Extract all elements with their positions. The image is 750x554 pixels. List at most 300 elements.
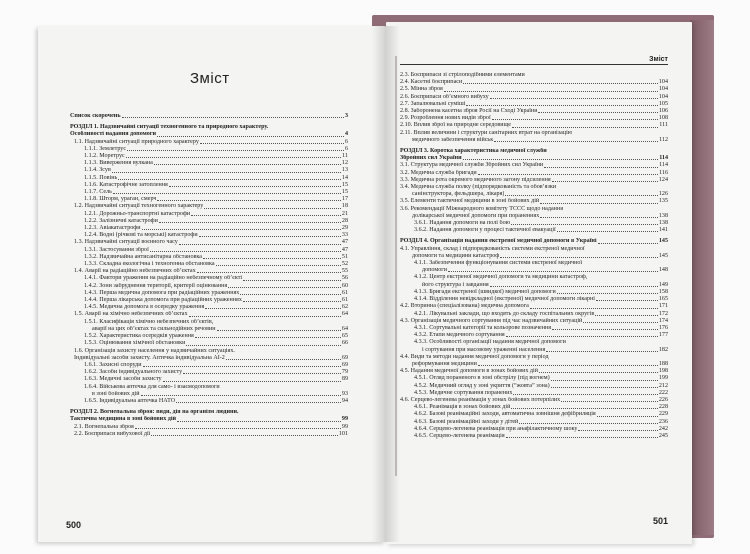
toc-page-number: 61: [341, 297, 348, 304]
toc-dot-leader: [597, 416, 658, 417]
toc-dot-leader: [189, 316, 341, 317]
toc-dot-leader: [512, 127, 658, 128]
toc-entry-title: 4.5.1. Огляд пораненого в зоні обстрілу (під вогнем): [414, 375, 550, 382]
toc-dot-leader: [557, 231, 658, 232]
toc-entry: [70, 326, 348, 333]
toc-entry-title: 1.2.1. Дорожньо-транспортні катастрофи: [84, 210, 191, 217]
toc-entry: [70, 211, 348, 218]
toc-dot-leader: [539, 372, 658, 373]
toc-entry: [70, 297, 348, 304]
toc-entry: [70, 146, 348, 153]
toc-entry: [70, 232, 348, 239]
toc-entry: [70, 182, 348, 189]
toc-entry: [400, 198, 668, 205]
toc-page-number: 104: [658, 86, 668, 93]
toc-entry: [400, 354, 668, 361]
toc-entry-title: 4.5. Надання медичної допомоги в зонах бойових дій: [400, 368, 538, 375]
toc-dot-leader: [243, 280, 341, 281]
toc-entry-title: 1.1.6. Катастрофічне затоплення: [84, 181, 168, 188]
toc-page-number: 149: [658, 281, 668, 288]
toc-dot-leader: [490, 286, 658, 287]
toc-entry: [70, 369, 348, 376]
toc-entry-title: 3.3. Медична рота окремого медичного загону підсилення: [400, 176, 551, 183]
toc-entry: [70, 362, 348, 369]
toc-page-number: 135: [658, 198, 668, 205]
toc-entry: [400, 311, 668, 318]
toc-dot-leader: [154, 164, 341, 165]
toc-page-number: 222: [658, 389, 668, 396]
toc-entry: [70, 431, 348, 438]
toc-dot-leader: [157, 136, 344, 137]
toc-entry: [70, 153, 348, 160]
toc-entry: [400, 206, 668, 213]
toc-entry: [400, 177, 668, 184]
toc-page-number: 51: [341, 253, 348, 260]
toc-entry: [400, 213, 668, 220]
toc-page-number: 62: [341, 304, 348, 311]
toc-entry: [70, 304, 348, 311]
toc-entry: [70, 319, 348, 326]
toc-dot-leader: [204, 208, 341, 209]
toc-entry-title: 1.2.2. Залізничні катастрофи: [84, 217, 158, 224]
toc-entry: [400, 137, 668, 144]
toc-page-number: 228: [658, 404, 668, 411]
toc-entry-title: РОЗДІЛ 1. Надзвичайні ситуації техногенного та природного характеру.: [70, 124, 269, 131]
toc-page-number: 165: [658, 296, 668, 303]
toc-dot-leader: [200, 143, 344, 144]
toc-entry: [400, 227, 668, 234]
toc-entry: [400, 108, 668, 115]
toc-entry: [400, 325, 668, 332]
toc-dot-leader: [463, 83, 658, 84]
toc-dot-leader: [163, 381, 341, 382]
toc-page-number: 47: [341, 239, 348, 246]
toc-entry: [400, 303, 668, 310]
toc-page-number: 174: [658, 317, 668, 324]
toc-dot-leader: [142, 229, 341, 230]
toc-dot-leader: [205, 308, 341, 309]
toc-page-number: 236: [658, 418, 668, 425]
toc-entry-title: 2.9. Розроблення нових видів зброї: [400, 115, 491, 122]
toc-dot-leader: [538, 112, 657, 113]
toc-entry: [400, 220, 668, 227]
toc-entry: [400, 419, 668, 426]
toc-entry-title: 1.3.1. Застосування зброї: [84, 246, 149, 253]
toc-entry: [400, 347, 668, 354]
toc-entry-title: 4.1.1. Забезпечення функціонування системи екстреної медичної: [414, 260, 583, 267]
page-number-right: 501: [653, 516, 669, 526]
toc-entry: [70, 175, 348, 182]
toc-page-number: 188: [658, 360, 668, 367]
running-head: Зміст: [400, 56, 668, 65]
toc-dot-leader: [546, 351, 657, 352]
toc-page-number: 79: [341, 369, 348, 376]
toc-entry-title: 1.3. Надзвичайні ситуації воєнного часу: [74, 239, 178, 246]
toc-entry-title: 1.6.2. Засоби індивідуального захисту: [84, 369, 183, 376]
toc-entry-title: 4.4. Види та методи надання медичної допомоги у період: [400, 353, 549, 360]
toc-entry: [400, 296, 668, 303]
toc-dot-leader: [466, 105, 658, 106]
toc-page-number: 145: [658, 252, 668, 259]
toc-dot-leader: [583, 322, 658, 323]
toc-dot-leader: [552, 181, 658, 182]
toc-entry-title: 4.1. Управління, склад і підпорядкованість системи екстреної медичної: [400, 245, 585, 252]
toc-dot-leader: [530, 308, 658, 309]
toc-entry-title: 2.10. Вплив зброї на природне середовище: [400, 122, 511, 129]
toc-entry-title: 4.2.1. Лікувальні заклади, що входять до складу госпітальних округів: [414, 310, 595, 317]
toc-entry-title: 4.3.3. Особливості організації надання медичної допомоги: [414, 339, 566, 346]
toc-page-number: 66: [341, 340, 348, 347]
toc-entry: [70, 275, 348, 282]
toc-entry-title: 1.5. Аварії на хімічно небезпечних об’єктах: [74, 311, 188, 318]
toc-entry: [70, 139, 348, 146]
toc-dot-leader: [240, 294, 341, 295]
toc-entry-title: Список скорочень: [70, 113, 121, 119]
toc-dot-leader: [596, 300, 658, 301]
toc-entry-title: 2.2. Боєприпаси вибухової дії: [74, 430, 151, 437]
toc-entry-title: 2.5. Мінна зброя: [400, 86, 443, 93]
toc-page-number: 65: [341, 333, 348, 340]
toc-entry-title: допомоги: [422, 267, 448, 274]
toc-entry: [400, 339, 668, 346]
toc-entry: [400, 101, 668, 108]
toc-page-number: 13: [341, 167, 348, 174]
toc-entry: [400, 79, 668, 86]
toc-entry-title: 3.6.2. Надання допомоги у процесі тактичної евакуації: [414, 227, 556, 234]
toc-dot-leader: [540, 217, 658, 218]
toc-entry-title: 2.8. Заборонена касетна зброя Росії на Сході України: [400, 108, 538, 115]
toc-entry: [70, 424, 348, 431]
toc-entry-title: 1.2.4. Водні (річкові та морські) катастрофи: [84, 232, 198, 239]
toc-page-number: 18: [341, 203, 348, 210]
toc-entry-title: 1.1.8. Шторм, ураган, смерч: [84, 196, 157, 203]
toc-entry-title: 4.6.1. Реанімація в зонах бойових дій: [414, 404, 511, 411]
toc-page-number: 94: [341, 397, 348, 404]
toc-entry: [70, 355, 348, 362]
toc-page-number: 64: [341, 325, 348, 332]
toc-entry: [70, 311, 348, 318]
toc-dot-leader: [186, 345, 341, 346]
toc-dot-leader: [176, 402, 341, 403]
toc-dot-leader: [226, 359, 341, 360]
toc-page-number: 229: [658, 411, 668, 418]
toc-entry: [400, 267, 668, 274]
toc-entry: [400, 260, 668, 267]
toc-page-number: 126: [658, 191, 668, 198]
toc-dot-leader: [511, 408, 658, 409]
toc-entry: [400, 130, 668, 137]
toc-entry-title: 3.4. Медична служба полку (підпорядкованість та обов’язки: [400, 184, 557, 191]
toc-page-number: 158: [658, 288, 668, 295]
toc-dot-leader: [490, 98, 658, 99]
toc-entry-title: його структура і завдання: [422, 281, 489, 288]
toc-entry: [400, 238, 668, 245]
toc-entry-title: РОЗДІЛ 2. Вогнепальна зброя: види, дія на організм людини.: [70, 409, 239, 416]
toc-entry: [70, 160, 348, 167]
toc-entry: [400, 162, 668, 169]
toc-dot-leader: [544, 167, 658, 168]
toc-page-number: 6: [344, 145, 348, 152]
toc-page-number: 148: [658, 267, 668, 274]
toc-entry-title: РОЗДІЛ 3. Коротка характеристика медичної служби: [400, 148, 547, 155]
toc-entry-title: 4.5.3. Медичне сортування поранених: [414, 389, 513, 396]
toc-entry-title: 4.6. Серцево-легенева реанімація у зонах бойових потерпілих: [400, 396, 561, 403]
toc-entry-title: 3.6. Рекомендації Міжнародного комітету ТССС щодо надання: [400, 205, 564, 212]
toc-entry-title: 4.3.2. Етапи медичного сортування: [414, 332, 505, 339]
toc-page-number: 245: [658, 432, 668, 439]
toc-dot-leader: [513, 394, 657, 395]
toc-page-number: 69: [341, 354, 348, 361]
toc-dot-leader: [506, 437, 658, 438]
toc-entry-title: і сортування при масовому ураженні населення: [422, 346, 546, 353]
toc-page-number: 15: [341, 181, 348, 188]
toc-entry-title: 1.4.4. Перша лікарська допомога при радіаційних ураженнях: [84, 297, 242, 304]
toc-entry: [70, 283, 348, 290]
toc-entry-title: 1.4. Аварії на радіаційно небезпечних об’єктах: [74, 268, 196, 275]
toc-dot-leader: [197, 272, 341, 273]
toc-entry-title: 1.6.1. Захисні споруди: [84, 361, 142, 368]
cover-edge: [690, 20, 714, 535]
toc-dot-leader: [551, 387, 658, 388]
toc-entry-title: 1.6.5. Індивідуальна аптечка НАТО: [84, 397, 176, 404]
toc-page-number: 11: [342, 153, 348, 160]
toc-dot-leader: [552, 329, 658, 330]
toc-entry-title: аварії на цих об’єктах та сильнодійних речовин: [92, 325, 216, 332]
toc-page-number: 242: [658, 425, 668, 432]
toc-dot-leader: [122, 117, 344, 118]
toc-dot-leader: [478, 174, 658, 175]
toc-dot-leader: [179, 244, 341, 245]
toc-dot-leader: [135, 428, 341, 429]
toc-entry: [70, 203, 348, 210]
toc-page-number: 212: [658, 382, 668, 389]
toc-page-number: 116: [659, 169, 668, 176]
toc-entry-title: 1.5.3. Оцінювання хімічної обстановки: [84, 340, 186, 347]
toc-entry: [70, 167, 348, 174]
toc-entry-title: допомоги та медицини катастроф: [412, 252, 500, 259]
toc-entry: [400, 368, 668, 375]
toc-entry-title: 2.4. Касетні боєприпаси: [400, 79, 463, 86]
toc-dot-leader: [557, 293, 658, 294]
toc-page-number: 56: [341, 275, 348, 282]
toc-entry-title: реформування медицини: [412, 360, 477, 367]
toc-entry-title: медичного забезпечення військ: [412, 136, 494, 143]
toc-page-number: 199: [658, 375, 668, 382]
toc-page-number: 17: [341, 196, 348, 203]
toc-entry: [70, 376, 348, 383]
page-edge-stripe: [395, 56, 397, 476]
toc-entry-title: 1.1.4. Зсув: [84, 167, 111, 174]
toc-entry-title: 4.1.2. Центр екстреної медичної допомоги та медицини катастроф,: [414, 274, 588, 281]
toc-entry: [400, 411, 668, 418]
toc-entry: [70, 113, 348, 120]
toc-dot-leader: [511, 224, 658, 225]
toc-entry: [70, 247, 348, 254]
toc-entry-title: РОЗДІЛ 4. Організація надання екстреної медичної допомоги в Україні: [400, 238, 597, 245]
toc-entry: [400, 253, 668, 260]
toc-entry-title: 4.5.2. Медичний огляд у зоні укриття (“жовта” зона): [414, 382, 550, 389]
toc-page-number: 99: [341, 416, 348, 423]
toc-entry: [70, 225, 348, 232]
toc-entry: [400, 404, 668, 411]
toc-page-number: 93: [341, 390, 348, 397]
toc-dot-leader: [492, 119, 658, 120]
toc-page-number: 112: [659, 136, 668, 143]
toc-entry-title: 1.4.1. Фактори ураження на радіаційно небезпечному об’єкті: [84, 275, 243, 282]
toc-entry: [400, 94, 668, 101]
toc-page-number: 15: [341, 189, 348, 196]
toc-entry-title: 1.5.2. Характеристика осередків ураження: [84, 333, 194, 340]
toc-entry-title: 4.3.1. Сортувальні категорії та кольорове позначення: [414, 324, 552, 331]
toc-page-number: 4: [344, 131, 348, 138]
toc-page-number: 105: [658, 100, 668, 107]
toc-entry-title: 1.3.2. Надзвичайна антисанітарна обстановка: [84, 253, 202, 260]
toc-dot-leader: [177, 421, 341, 422]
toc-entry: [400, 184, 668, 191]
toc-entry: [400, 148, 668, 155]
toc-entry-title: 3.6.1. Надання допомоги на полі бою: [414, 220, 511, 227]
toc-page-number: 61: [341, 289, 348, 296]
toc-page-number: 28: [341, 217, 348, 224]
toc-dot-leader: [143, 366, 341, 367]
toc-entry-title: 4.6.2. Базові реанімаційні заходи, автоматична зовнішня дефібриляція: [414, 411, 596, 418]
toc-entry-title: 1.4.5. Медична допомога в осередку ураження: [84, 304, 205, 311]
toc-page-number: 47: [341, 246, 348, 253]
toc-page-number: 176: [658, 324, 668, 331]
toc-entry-title: в зоні бойових дій: [92, 390, 140, 397]
toc-dot-leader: [118, 179, 341, 180]
toc-dot-leader: [578, 430, 657, 431]
toc-dot-leader: [141, 395, 341, 396]
toc-entry: [400, 246, 668, 253]
toc-dot-leader: [150, 251, 341, 252]
toc-entry-title: 2.3. Боєприпаси зі стрілоподібними елементами: [400, 72, 525, 78]
toc-page-number: 52: [341, 261, 348, 268]
toc-entry: [70, 333, 348, 340]
toc-entry: [70, 391, 348, 398]
toc-dot-leader: [243, 301, 341, 302]
toc-entry-title: 4.1.3. Бригади екстреної (швидкої) медичної допомоги: [414, 288, 556, 295]
toc-dot-leader: [500, 257, 658, 258]
toc-entry: [400, 361, 668, 368]
toc-page-number: 29: [341, 225, 348, 232]
toc-dot-leader: [595, 315, 658, 316]
toc-entry-title: санінструктора, фельдшера, лікаря): [412, 191, 505, 198]
toc-page-number: 177: [658, 332, 668, 339]
toc-entry-title: 4.6.5. Серцево-легенева реанімація: [414, 432, 505, 439]
toc-entry-title: Тактична медицина в зоні бойових дій: [70, 416, 177, 423]
toc-entry-title: 4.1.4. Відділення невідкладної (екстреної) медичної допомоги лікарні: [414, 296, 596, 303]
toc-entry: [70, 384, 348, 391]
toc-dot-leader: [151, 435, 338, 436]
toc-right-column: [400, 72, 668, 440]
toc-entry: [400, 390, 668, 397]
toc-entry-title: 2.6. Боєприпаси об’ємного вибуху: [400, 93, 489, 100]
toc-entry-title: 3.2. Медична служба бригади: [400, 169, 477, 176]
toc-entry: [400, 282, 668, 289]
toc-dot-leader: [183, 373, 341, 374]
toc-page-number: 138: [658, 220, 668, 227]
toc-entry-title: 1.6.4. Військова аптечка для само- і взаємодопомоги: [84, 383, 220, 390]
toc-dot-leader: [228, 287, 341, 288]
toc-page-number: 12: [341, 160, 348, 167]
toc-page-number: 172: [658, 310, 668, 317]
toc-page-number: 106: [658, 108, 668, 115]
toc-entry-title: долікарської медичної допомоги при пораненнях: [412, 212, 540, 219]
toc-page-number: 99: [341, 423, 348, 430]
toc-entry: [70, 348, 348, 355]
toc-entry-title: 1.5.1. Класифікація хімічно небезпечних об’єктів,: [84, 318, 214, 325]
toc-page-number: 138: [658, 212, 668, 219]
toc-page-number: 226: [658, 396, 668, 403]
page-title: Зміст: [190, 70, 230, 87]
toc-page-number: 182: [658, 346, 668, 353]
toc-page-number: 104: [658, 79, 668, 86]
toc-dot-leader: [463, 159, 659, 160]
toc-page-number: 60: [341, 282, 348, 289]
toc-dot-leader: [519, 423, 658, 424]
toc-page-number: 55: [341, 268, 348, 275]
toc-page-number: 14: [341, 174, 348, 181]
toc-entry-title: 4.6.3. Базові реанімаційні заходи у дітей: [414, 418, 519, 425]
toc-dot-leader: [112, 172, 341, 173]
toc-entry-title: 1.4.2. Зони забруднення території, критерії оцінювання: [84, 282, 228, 289]
toc-entry-title: 1.2. Надзвичайні ситуації техногенного характеру: [74, 203, 204, 210]
toc-dot-leader: [561, 401, 658, 402]
page-number-left: 500: [66, 520, 82, 530]
toc-entry: [400, 86, 668, 93]
toc-dot-leader: [540, 203, 658, 204]
toc-entry-title: 3.5. Елементи тактичної медицини в зоні бойових дій: [400, 198, 540, 205]
toc-entry: [400, 115, 668, 122]
toc-dot-leader: [598, 243, 658, 244]
toc-entry-title: Індивідуальні засоби захисту. Аптечка індивідуальна АІ-2: [74, 354, 225, 361]
toc-dot-leader: [159, 222, 341, 223]
toc-entry: [70, 398, 348, 405]
toc-dot-leader: [478, 365, 658, 366]
toc-entry: [70, 189, 348, 196]
toc-page-number: 198: [658, 368, 668, 375]
toc-dot-leader: [195, 337, 341, 338]
toc-entry-title: 1.4.3. Перша медична допомога при радіаційних ураженнях: [84, 289, 240, 296]
toc-dot-leader: [127, 150, 344, 151]
toc-entry-title: 1.1.1. Землетрус: [84, 145, 127, 152]
toc-entry: [70, 261, 348, 268]
toc-page-number: 6: [344, 138, 348, 145]
toc-entry-title: 1.1.2. Моретрус: [84, 153, 125, 160]
toc-entry-title: 1.1.3. Виверження вулкана: [84, 160, 153, 167]
toc-entry-title: 1.1.5. Повінь: [84, 174, 118, 181]
toc-entry-title: 4.3. Організація медичного сортування під час надзвичайних ситуацій: [400, 317, 583, 324]
toc-page-number: 33: [341, 232, 348, 239]
toc-entry: [70, 239, 348, 246]
toc-entry: [70, 124, 348, 131]
toc-entry-title: 4.6.4. Серцево-легенева реанімація при анафілактичному шоку: [414, 425, 578, 432]
toc-left-column: [70, 113, 348, 438]
toc-entry: [70, 218, 348, 225]
toc-page-number: 21: [341, 210, 348, 217]
toc-entry: [400, 318, 668, 325]
toc-dot-leader: [217, 330, 341, 331]
toc-entry-title: 2.11. Вплив величини і структури санітарних втрат на організацію: [400, 129, 573, 136]
toc-entry-title: 1.3.3. Складна екологічна і техногенна обстановка: [84, 261, 215, 268]
toc-entry: [70, 416, 348, 423]
toc-page-number: 104: [658, 93, 668, 100]
toc-entry: [400, 191, 668, 198]
toc-entry: [70, 340, 348, 347]
toc-entry-title: 1.6.3. Медичні засоби захисту: [84, 376, 162, 383]
toc-page-number: 145: [658, 238, 668, 245]
